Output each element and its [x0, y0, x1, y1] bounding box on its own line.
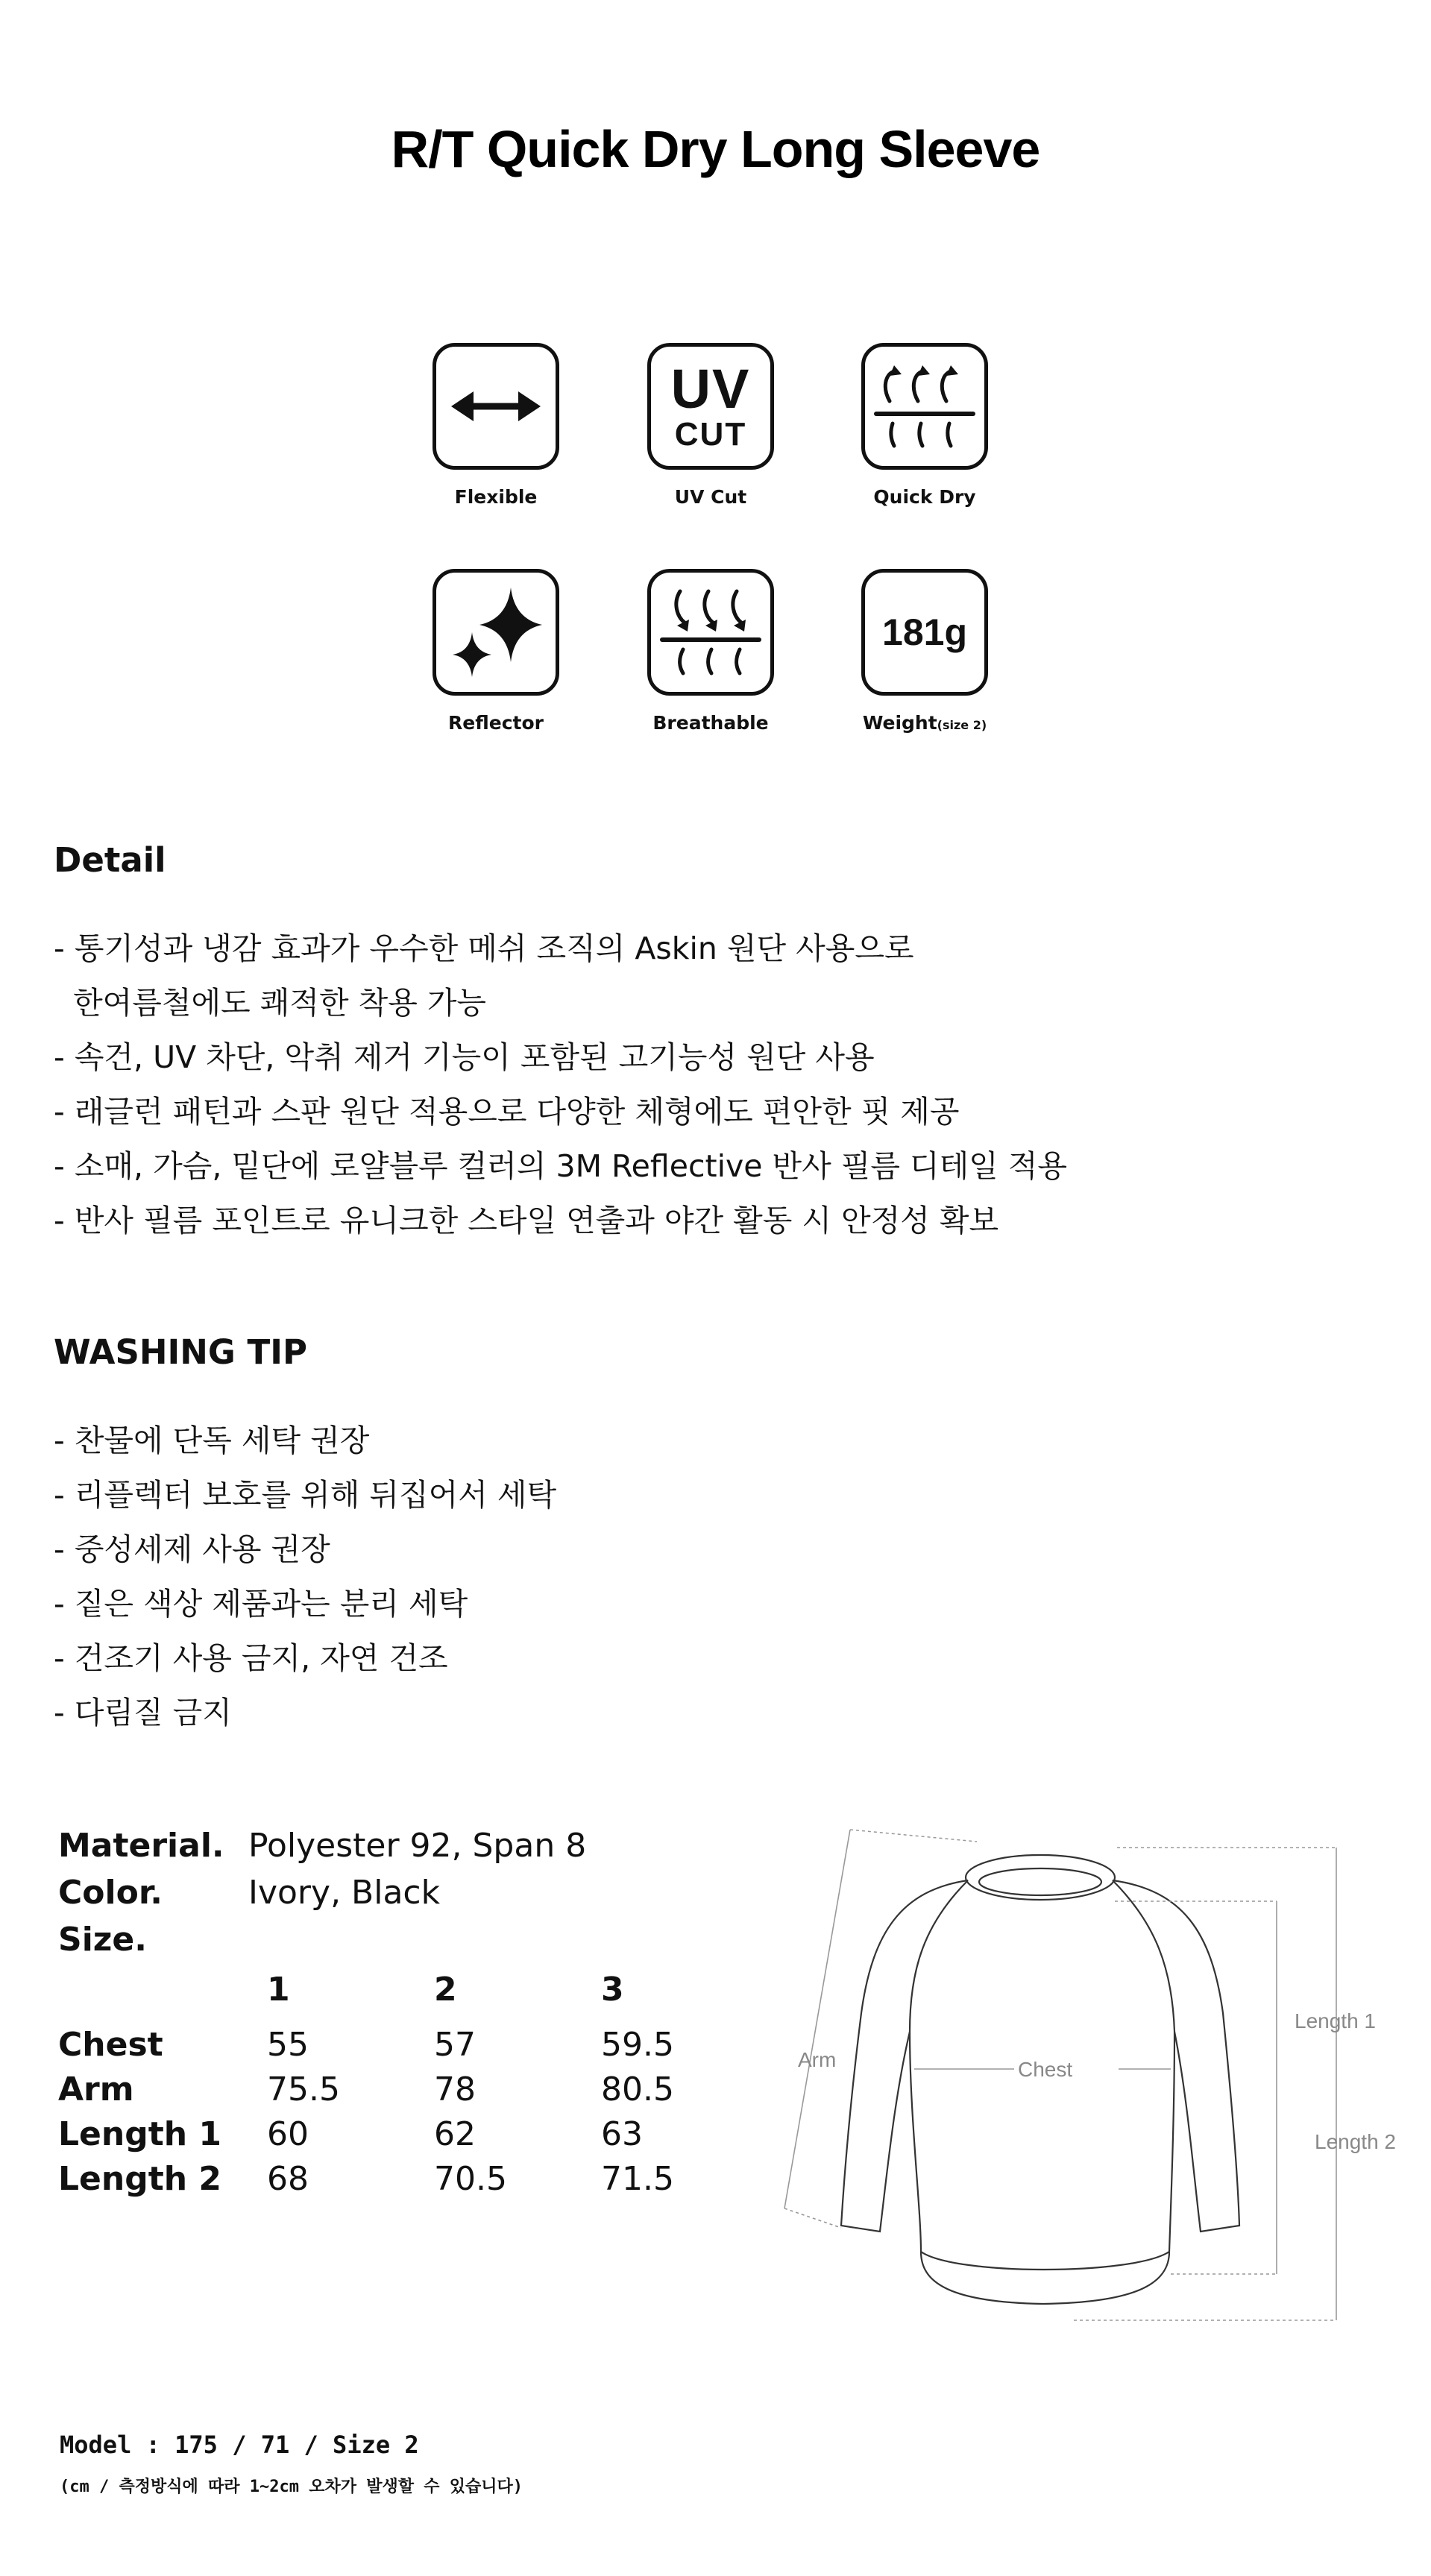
table-cell: 55 [267, 2026, 309, 2064]
uv-cut-icon [647, 343, 774, 470]
size-column-header: 1 [267, 1971, 290, 2009]
table-row-label: Length 1 [58, 2115, 221, 2153]
garment-measure-diagram [776, 1819, 1409, 2341]
material-value: Polyester 92, Span 8 [248, 1827, 587, 1865]
arrows-horizontal-icon [433, 343, 559, 470]
table-cell: 60 [267, 2115, 309, 2153]
list-item: - 다림질 금지 [54, 1695, 232, 1731]
table-cell: 80.5 [601, 2070, 674, 2109]
weight-label-suffix: (size 2) [937, 718, 987, 732]
size-column-header: 2 [434, 1971, 457, 2009]
washing-list [54, 1414, 556, 1740]
feature-reflector [399, 569, 593, 734]
table-row-label: Chest [58, 2026, 163, 2064]
size-column-header: 3 [601, 1971, 624, 2009]
breathable-icon [647, 569, 774, 696]
feature-label: Flexible [454, 486, 538, 508]
detail-list [54, 922, 1067, 1248]
feature-label [828, 712, 1022, 734]
feature-flexible [399, 343, 593, 508]
list-item: - 찬물에 단독 세탁 권장 [54, 1423, 370, 1458]
table-cell: 68 [267, 2160, 309, 2198]
table-row-label: Arm [58, 2070, 134, 2109]
feature-uv-cut [614, 343, 808, 508]
feature-weight [828, 569, 1022, 734]
list-item: 한여름철에도 쾌적한 착용 가능 [54, 985, 487, 1021]
size-label: Size. [58, 1921, 147, 1959]
list-item: - 중성세제 사용 권장 [54, 1531, 330, 1567]
table-cell: 70.5 [434, 2160, 507, 2198]
detail-heading: Detail [54, 840, 166, 880]
table-cell: 59.5 [601, 2026, 674, 2064]
chest-label: Chest [1018, 2058, 1073, 2081]
list-item: - 리플렉터 보호를 위해 뒤집어서 세탁 [54, 1477, 557, 1513]
table-cell: 78 [434, 2070, 476, 2109]
weight-icon-text: 181g [882, 611, 967, 653]
sparkle-icon [433, 569, 559, 696]
weight-icon [861, 569, 988, 696]
size-row [58, 1921, 147, 1959]
weight-label: Weight [862, 712, 937, 734]
color-label: Color. [58, 1874, 163, 1912]
feature-label: Quick Dry [873, 486, 976, 508]
feature-breathable [614, 569, 808, 734]
uv-icon-text: UV [670, 358, 751, 420]
material-row [58, 1827, 224, 1865]
list-item: - 통기성과 냉감 효과가 우수한 메쉬 조직의 Askin 원단 사용으로 [54, 930, 914, 966]
arm-label: Arm [798, 2048, 837, 2071]
model-info: Model : 175 / 71 / Size 2 [60, 2431, 419, 2459]
list-item: - 건조기 사용 금지, 자연 건조 [54, 1640, 448, 1676]
feature-label: UV Cut [674, 486, 747, 508]
length2-label: Length 2 [1315, 2130, 1396, 2153]
table-cell: 63 [601, 2115, 643, 2153]
list-item: - 짙은 색상 제품과는 분리 세탁 [54, 1586, 468, 1622]
material-label: Material. [58, 1827, 224, 1865]
list-item: - 속건, UV 차단, 악취 제거 기능이 포함된 고기능성 원단 사용 [54, 1039, 875, 1075]
page-title: R/T Quick Dry Long Sleeve [391, 120, 1040, 178]
table-cell: 75.5 [267, 2070, 340, 2109]
measure-note: (cm / 측정방식에 따라 1~2cm 오차가 발생할 수 있습니다) [60, 2478, 523, 2496]
table-cell: 71.5 [601, 2160, 674, 2198]
list-item: - 래글런 패턴과 스판 원단 적용으로 다양한 체형에도 편안한 핏 제공 [54, 1094, 960, 1130]
table-row-label: Length 2 [58, 2160, 221, 2198]
feature-label: Reflector [448, 712, 544, 734]
list-item: - 소매, 가슴, 밑단에 로얄블루 컬러의 3M Reflective 반사 필름 디테일 적용 [54, 1148, 1068, 1184]
length1-label: Length 1 [1295, 2009, 1376, 2032]
quick-dry-icon [861, 343, 988, 470]
feature-quick-dry [828, 343, 1022, 508]
color-value: Ivory, Black [248, 1874, 441, 1912]
table-cell: 57 [434, 2026, 476, 2064]
washing-heading: WASHING TIP [54, 1332, 307, 1372]
cut-icon-text: CUT [674, 416, 747, 453]
table-cell: 62 [434, 2115, 476, 2153]
feature-label: Breathable [652, 712, 769, 734]
color-row [58, 1874, 163, 1912]
list-item: - 반사 필름 포인트로 유니크한 스타일 연출과 야간 활동 시 안정성 확보 [54, 1203, 999, 1238]
